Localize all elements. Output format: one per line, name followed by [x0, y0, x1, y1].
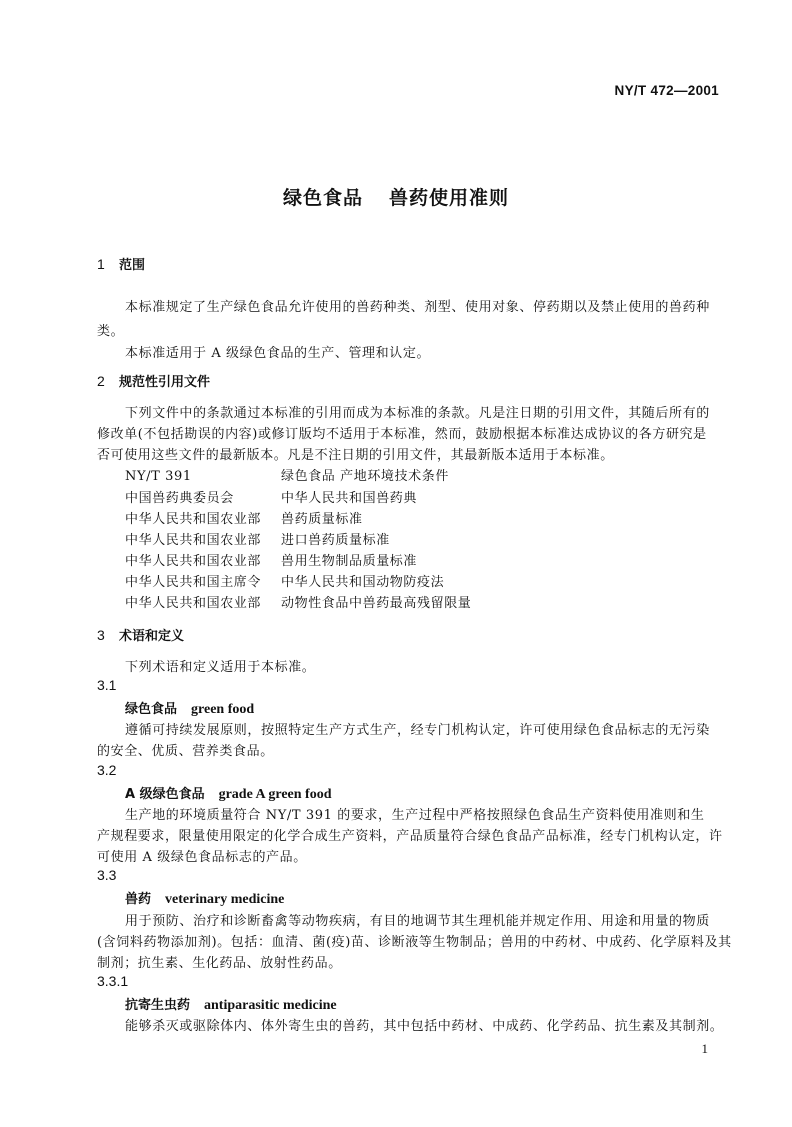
reference-title: 动物性食品中兽药最高残留限量 [281, 596, 472, 611]
term-3-3-1-number: 3.3.1 [97, 973, 129, 989]
term-3-3-def-line1: 用于预防、治疗和诊断畜禽等动物疾病，有目的地调节其生理机能并规定作用、用途和用量的物质 [125, 914, 710, 929]
reference-item [125, 487, 417, 506]
term-3-1-number: 3.1 [97, 677, 117, 693]
term-cn: 兽药 [125, 892, 152, 907]
term-en: antiparasitic medicine [204, 998, 337, 1013]
term-3-2-def-line1: 生产地的环境质量符合 NY/T 391 的要求，生产过程中严格按照绿色食品生产资料使用准则和生 [125, 808, 705, 823]
reference-source: 中华人民共和国农业部 [125, 554, 262, 569]
section-3-number: 3 [97, 627, 105, 643]
term-3-3-def-line3: 制剂；抗生素、生化药品、放射性药品。 [97, 956, 342, 971]
section-1-heading [97, 254, 145, 273]
section-1-title: 范围 [119, 258, 146, 273]
reference-source: 中华人民共和国农业部 [125, 512, 262, 527]
term-3-1-def-line1: 遵循可持续发展原则，按照特定生产方式生产，经专门机构认定，许可使用绿色食品标志的无污染 [125, 723, 710, 738]
reference-source: NY/T 391 [125, 469, 192, 484]
section-2-number: 2 [97, 373, 105, 389]
reference-item [125, 529, 390, 548]
term-3-1-def-line2: 的安全、优质、营养类食品。 [97, 744, 274, 759]
section-3-intro: 下列术语和定义适用于本标准。 [125, 660, 316, 675]
reference-item [125, 571, 444, 590]
reference-title: 中华人民共和国兽药典 [281, 491, 418, 506]
reference-source: 中华人民共和国农业部 [125, 596, 262, 611]
reference-item [125, 508, 363, 527]
term-3-1-title [125, 698, 254, 718]
reference-item [125, 592, 471, 611]
reference-item [125, 465, 449, 484]
section-2-para-line2: 修改单(不包括勘误的内容)或修订版均不适用于本标准，然而，鼓励根据本标准达成协议的各方研究是 [97, 427, 707, 442]
standard-number: NY/T 472—2001 [614, 83, 719, 98]
reference-title: 兽用生物制品质量标准 [281, 554, 418, 569]
reference-title: 绿色食品 产地环境技术条件 [281, 469, 449, 484]
section-3-title: 术语和定义 [119, 629, 185, 644]
term-en: veterinary medicine [165, 892, 285, 907]
section-2-title: 规范性引用文件 [119, 375, 211, 390]
reference-title: 中华人民共和国动物防疫法 [281, 575, 445, 590]
reference-source: 中国兽药典委员会 [125, 491, 234, 506]
reference-title: 兽药质量标准 [281, 512, 363, 527]
section-1-para1-line2: 类。 [97, 324, 125, 339]
section-1-number: 1 [97, 256, 105, 272]
term-en: grade A green food [218, 787, 332, 802]
term-3-2-number: 3.2 [97, 762, 117, 778]
term-3-2-def-line3: 可使用 A 级绿色食品标志的产品。 [97, 850, 307, 865]
term-3-3-1-title [125, 994, 337, 1014]
title-part1: 绿色食品 [282, 187, 363, 209]
reference-item [125, 550, 417, 569]
title-part2: 兽药使用准则 [389, 187, 510, 209]
term-cn: 抗寄生虫药 [125, 998, 191, 1013]
term-3-3-title [125, 888, 284, 908]
term-cn: 绿色食品 [125, 702, 178, 717]
section-2-para-line3: 否可使用这些文件的最新版本。凡是不注日期的引用文件，其最新版本适用于本标准。 [97, 448, 614, 463]
term-3-3-1-def-line1: 能够杀灭或驱除体内、体外寄生虫的兽药，其中包括中药材、中成药、化学药品、抗生素及其制剂。 [125, 1019, 724, 1034]
reference-title: 进口兽药质量标准 [281, 533, 390, 548]
document-title [0, 183, 792, 210]
section-1-para1-line1: 本标准规定了生产绿色食品允许使用的兽药种类、剂型、使用对象、停药期以及禁止使用的兽药种 [125, 300, 710, 315]
section-2-para-line1: 下列文件中的条款通过本标准的引用而成为本标准的条款。凡是注日期的引用文件，其随后所有的 [125, 406, 710, 421]
term-cn: A 级绿色食品 [125, 787, 205, 802]
section-3-heading [97, 625, 184, 644]
term-3-3-def-line2: (含饲料药物添加剂)。包括：血清、菌(疫)苗、诊断液等生物制品；兽用的中药材、中成药、化学原料及其 [97, 935, 732, 950]
reference-source: 中华人民共和国主席令 [125, 575, 262, 590]
term-en: green food [191, 702, 255, 717]
term-3-2-def-line2: 产规程要求，限量使用限定的化学合成生产资料，产品质量符合绿色食品产品标准，经专门机构认定，许 [97, 829, 723, 844]
section-2-heading [97, 371, 210, 390]
page-number: 1 [701, 1041, 708, 1056]
term-3-2-title [125, 783, 332, 803]
section-1-para2: 本标准适用于 A 级绿色食品的生产、管理和认定。 [125, 346, 431, 361]
reference-source: 中华人民共和国农业部 [125, 533, 262, 548]
term-3-3-number: 3.3 [97, 867, 117, 883]
